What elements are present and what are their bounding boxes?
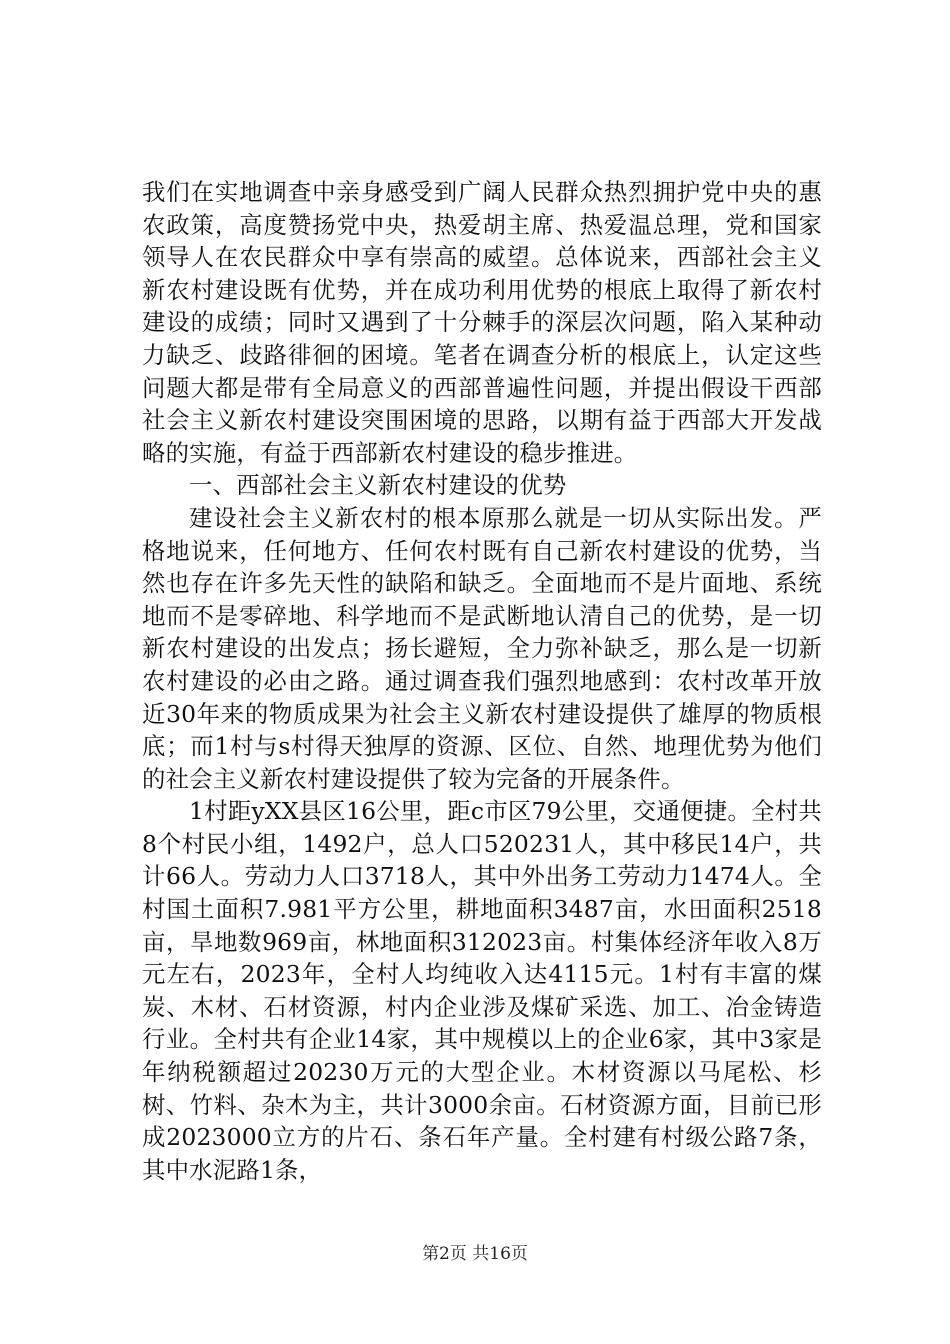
paragraph-village-1: 1村距yXX县区16公里，距c市区79公里，交通便捷。全村共8个村民小组，1492户，总人口520231人，其中移民14户，共计66人。劳动力人口3718人，其中外出务工劳动力1474人。全村国土面积7.981平方公里，耕地面积3487亩，水田面积2518亩，旱地数969亩，林地面积312023亩。村集体经济年收入8万元左右，2023年，全村人均纯收入达4115元。1村有丰富的煤炭、木材、石材资源，村内企业涉及煤矿采选、加工、冶金铸造行业。全村共有企业14家，其中规模以上的企业6家，其中3家是年纳税额超过20230万元的大型企业。木材资源以马尾松、杉树、竹料、杂木为主，共计3000余亩。石材资源方面，目前已形成2023000立方的片石、条石年产量。全村建有村级公路7条，其中水泥路1条，	[142, 797, 822, 1184]
page-number-footer: 第2页 共16页	[422, 1244, 528, 1264]
paragraph-intro: 我们在实地调查中亲身感受到广阔人民群众热烈拥护党中央的惠农政策，高度赞扬党中央，热爱胡主席、热爱温总理，党和国家领导人在农民群众中享有崇高的威望。总体说来，西部社会主义新农村建设既有优势，并在成功利用优势的根底上取得了新农村建设的成绩；同时又遇到了十分棘手的深层次问题，陷入某种动力缺乏、歧路徘徊的困境。笔者在调查分析的根底上，认定这些问题大都是带有全局意义的西部普遍性问题，并提出假设干西部社会主义新农村建设突围困境的思路，以期有益于西部大开发战略的实施，有益于西部新农村建设的稳步推进。	[142, 178, 822, 467]
section-heading: 一、西部社会主义新农村建设的优势	[189, 471, 567, 500]
paragraph-principle: 建设社会主义新农村的根本原那么就是一切从实际出发。严格地说来，任何地方、任何农村既有自己新农村建设的优势，当然也存在许多先天性的缺陷和缺乏。全面地而不是片面地、系统地而不是零碎地、科学地而不是武断地认清自己的优势，是一切新农村建设的出发点；扬长避短，全力弥补缺乏，那么是一切新农村建设的必由之路。通过调查我们强烈地感到：农村改革开放近30年来的物质成果为社会主义新农村建设提供了雄厚的物质根底；而1村与s村得天独厚的资源、区位、自然、地理优势为他们的社会主义新农村建设提供了较为完备的开展条件。	[142, 503, 822, 793]
document-body	[142, 176, 822, 1186]
